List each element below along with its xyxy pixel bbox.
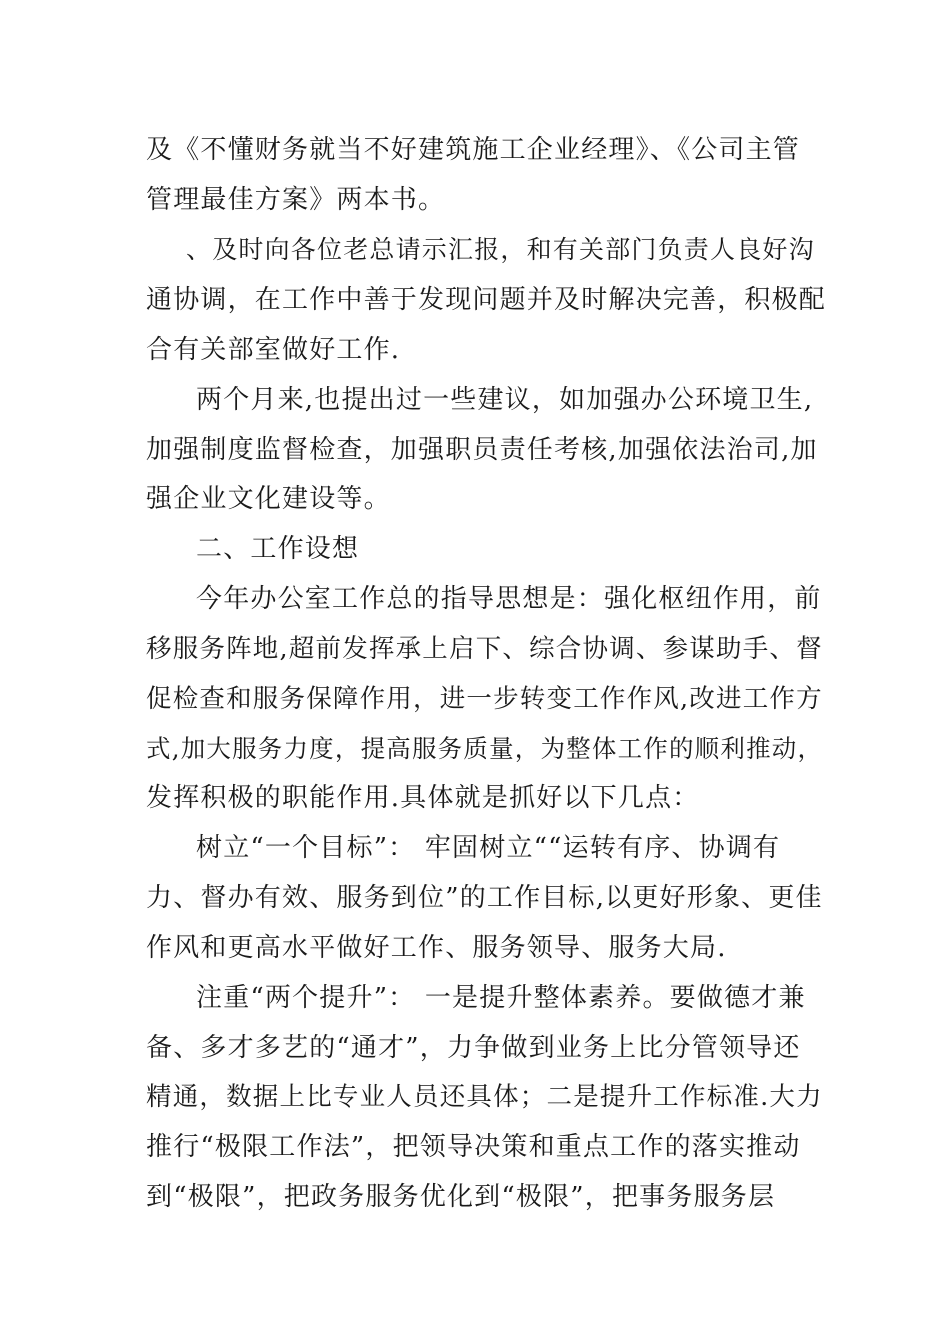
text-line: 通协调，在工作中善于发现问题并及时解决完善，积极配 xyxy=(146,285,827,315)
text-line: 强企业文化建设等。 xyxy=(146,484,391,514)
text-line: 加强制度监督检查，加强职员责任考核,加强依法治司,加 xyxy=(146,435,818,465)
text-line: 、及时向各位老总请示汇报，和有关部门负责人良好沟 xyxy=(186,235,815,264)
text-line: 力、督办有效、服务到位”的工作目标,以更好形象、更佳 xyxy=(146,883,823,913)
text-line: 发挥积极的职能作用.具体就是抓好以下几点： xyxy=(146,783,700,813)
text-line: 促检查和服务保障作用，进一步转变工作作风,改进工作方 xyxy=(146,684,823,714)
section-heading: 二、工作设想 xyxy=(196,534,360,564)
text-line: 到“极限”，把政务服务优化到“极限”，把事务服务层 xyxy=(146,1182,776,1212)
text-line: 两个月来,也提出过一些建议，如加强办公环境卫生, xyxy=(196,385,814,415)
text-line: 今年办公室工作总的指导思想是：强化枢纽作用，前 xyxy=(196,584,822,614)
text-line: 推行“极限工作法”，把领导决策和重点工作的落实推动 xyxy=(146,1132,801,1162)
text-line: 作风和更高水平做好工作、服务领导、服务大局. xyxy=(146,933,727,963)
text-line: 移服务阵地,超前发挥承上启下、综合协调、参谋助手、督 xyxy=(146,634,823,664)
text-line: 及《不懂财务就当不好建筑施工企业经理》、《公司主管 xyxy=(146,135,801,165)
text-line: 树立“一个目标”： 牢固树立““运转有序、协调有 xyxy=(196,833,781,863)
text-line: 精通，数据上比专业人员还具体；二是提升工作标准.大力 xyxy=(146,1082,823,1112)
text-line: 合有关部室做好工作. xyxy=(146,335,401,365)
text-line: 管理最佳方案》两本书。 xyxy=(146,185,446,215)
text-line: 备、多才多艺的“通才”，力争做到业务上比分管领导还 xyxy=(146,1033,801,1063)
text-line: 注重“两个提升”： 一是提升整体素养。要做德才兼 xyxy=(196,983,806,1013)
text-line: 式,加大服务力度，提高服务质量，为整体工作的顺利推动， xyxy=(146,734,824,763)
